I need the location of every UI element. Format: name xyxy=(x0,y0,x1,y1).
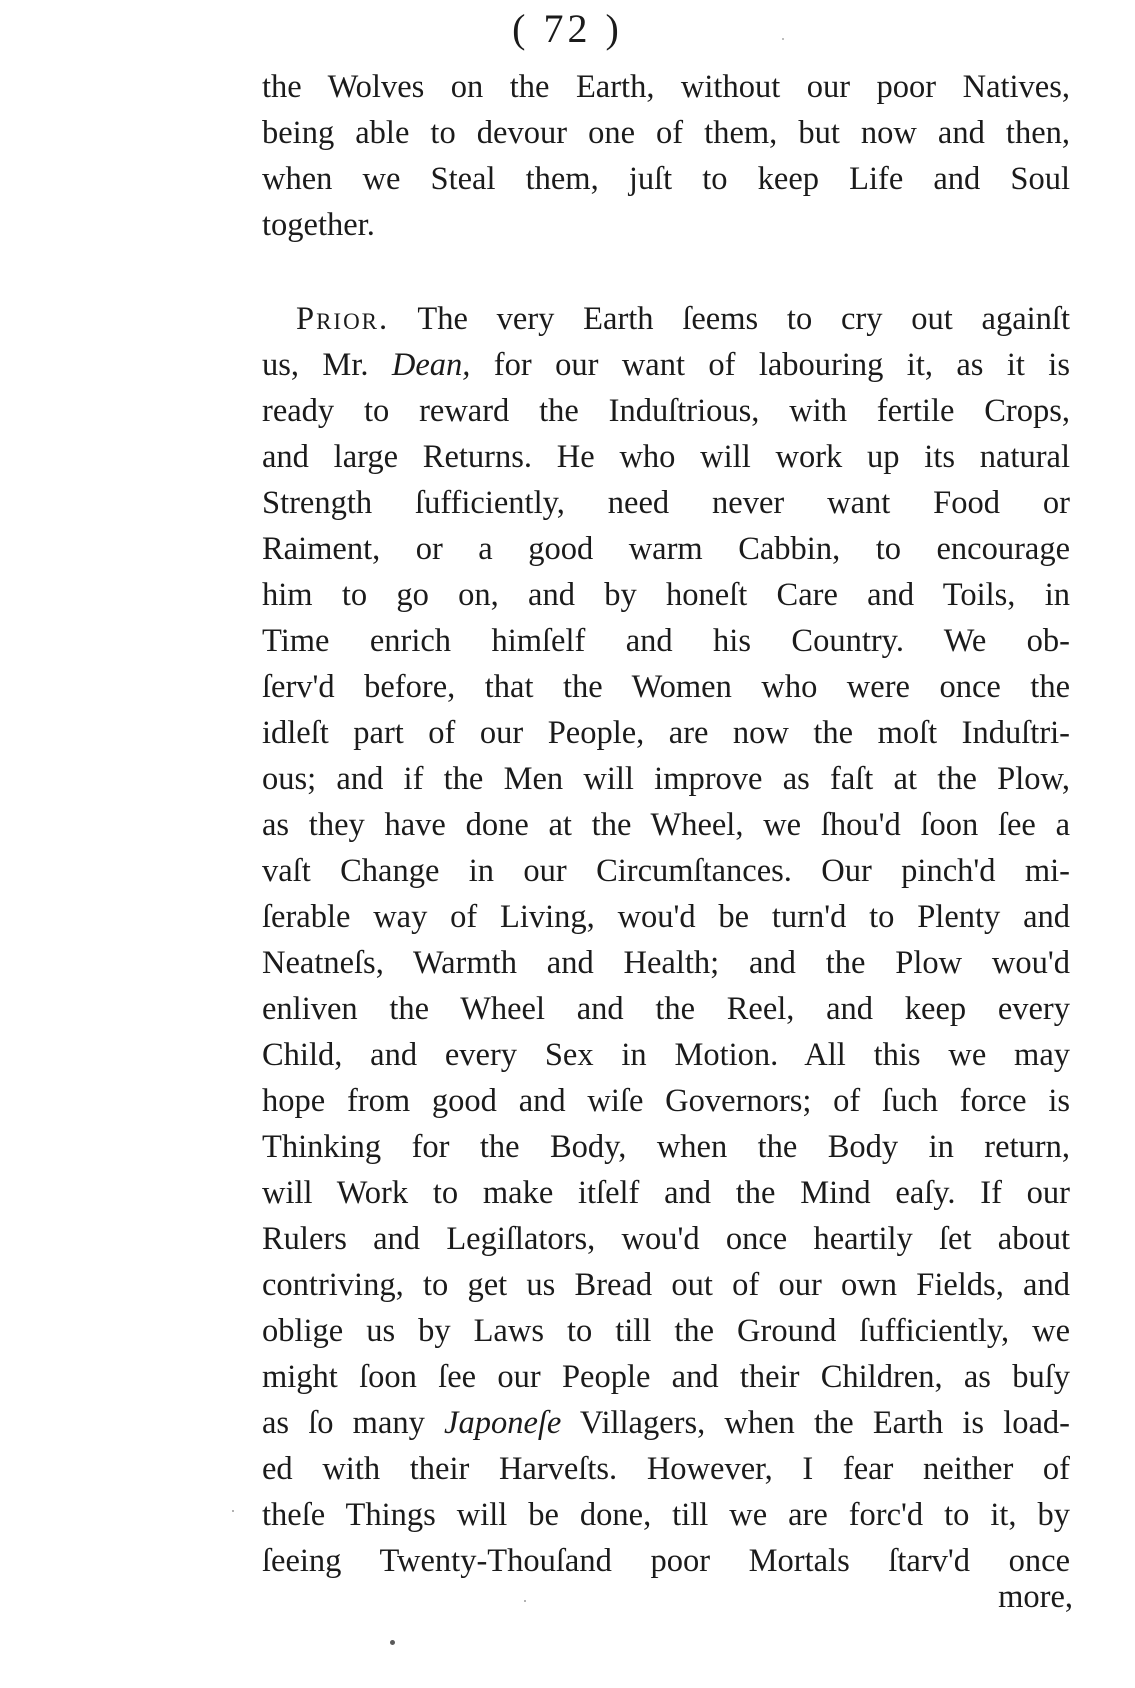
catchword: more, xyxy=(998,1579,1073,1615)
ink-speck xyxy=(390,1640,395,1645)
text-line: Strength ſufficiently, need never want Food or xyxy=(262,485,1070,521)
text-line: ſerv'd before, that the Women who were once the xyxy=(262,669,1070,705)
text-line xyxy=(262,342,1070,388)
text-line: being able to devour one of them, but now and then, xyxy=(262,115,1070,151)
text-line: Raiment, or a good warm Cabbin, to encourage xyxy=(262,531,1070,567)
text-fragment: for our want of labouring it, as it is xyxy=(470,347,1070,383)
text-fragment: Villagers, when the Earth is load- xyxy=(561,1405,1070,1441)
text-line: ready to reward the Induſtrious, with fertile Crops, xyxy=(262,393,1070,429)
text-line: and large Returns. He who will work up its natural xyxy=(262,439,1070,475)
text-line: when we Steal them, juſt to keep Life and Soul xyxy=(262,161,1070,197)
text-line: as they have done at the Wheel, we ſhou'd ſoon ſee a xyxy=(262,807,1070,843)
paragraph-2 xyxy=(262,296,1070,1584)
text-line: Time enrich himſelf and his Country. We ob- xyxy=(262,623,1070,659)
ink-speck xyxy=(232,1510,234,1512)
text-line: ed with their Harveſts. However, I fear neither of xyxy=(262,1451,1070,1487)
text-line: him to go on, and by honeſt Care and Toils, in xyxy=(262,577,1070,613)
text-line: the Wolves on the Earth, without our poor Natives, xyxy=(262,69,1070,105)
text-line xyxy=(262,1400,1070,1446)
italic-term: Japoneſe xyxy=(444,1405,562,1441)
text-line: oblige us by Laws to till the Ground ſufficiently, we xyxy=(262,1313,1070,1349)
text-line: ſerable way of Living, wou'd be turn'd to Plenty and xyxy=(262,899,1070,935)
text-line: theſe Things will be done, till we are forc'd to it, by xyxy=(262,1497,1070,1533)
text-fragment: us, Mr. xyxy=(262,347,392,383)
text-line: idleſt part of our People, are now the moſt Induſtri- xyxy=(262,715,1070,751)
text-line: Rulers and Legiſlators, wou'd once heartily ſet about xyxy=(262,1221,1070,1257)
page-number: ( 72 ) xyxy=(512,6,623,51)
text-fragment: as ſo many xyxy=(262,1405,445,1441)
text-line: vaſt Change in our Circumſtances. Our pinch'd mi- xyxy=(262,853,1070,889)
paragraph-1 xyxy=(262,64,1070,248)
text-fragment: The very Earth ſeems to cry out againſt xyxy=(389,301,1070,337)
text-line: will Work to make itſelf and the Mind eaſy. If our xyxy=(262,1175,1070,1211)
text-line: together. xyxy=(262,207,375,243)
text-line: enliven the Wheel and the Reel, and keep every xyxy=(262,991,1070,1027)
text-line: Neatneſs, Warmth and Health; and the Plow wou'd xyxy=(262,945,1070,981)
text-line: contriving, to get us Bread out of our own Fields, and xyxy=(262,1267,1070,1303)
ink-speck xyxy=(782,38,784,40)
text-line xyxy=(262,296,1070,342)
text-line: ous; and if the Men will improve as faſt at the Plow, xyxy=(262,761,1070,797)
italic-term: Dean, xyxy=(391,347,471,383)
text-line: might ſoon ſee our People and their Children, as buſy xyxy=(262,1359,1070,1395)
text-line: ſeeing Twenty-Thouſand poor Mortals ſtarv'd once xyxy=(262,1543,1070,1579)
text-line: Child, and every Sex in Motion. All this we may xyxy=(262,1037,1070,1073)
text-line: Thinking for the Body, when the Body in return, xyxy=(262,1129,1070,1165)
speaker-name: Prior. xyxy=(296,301,390,337)
ink-speck xyxy=(524,1600,526,1602)
text-line: hope from good and wiſe Governors; of ſuch force is xyxy=(262,1083,1070,1119)
